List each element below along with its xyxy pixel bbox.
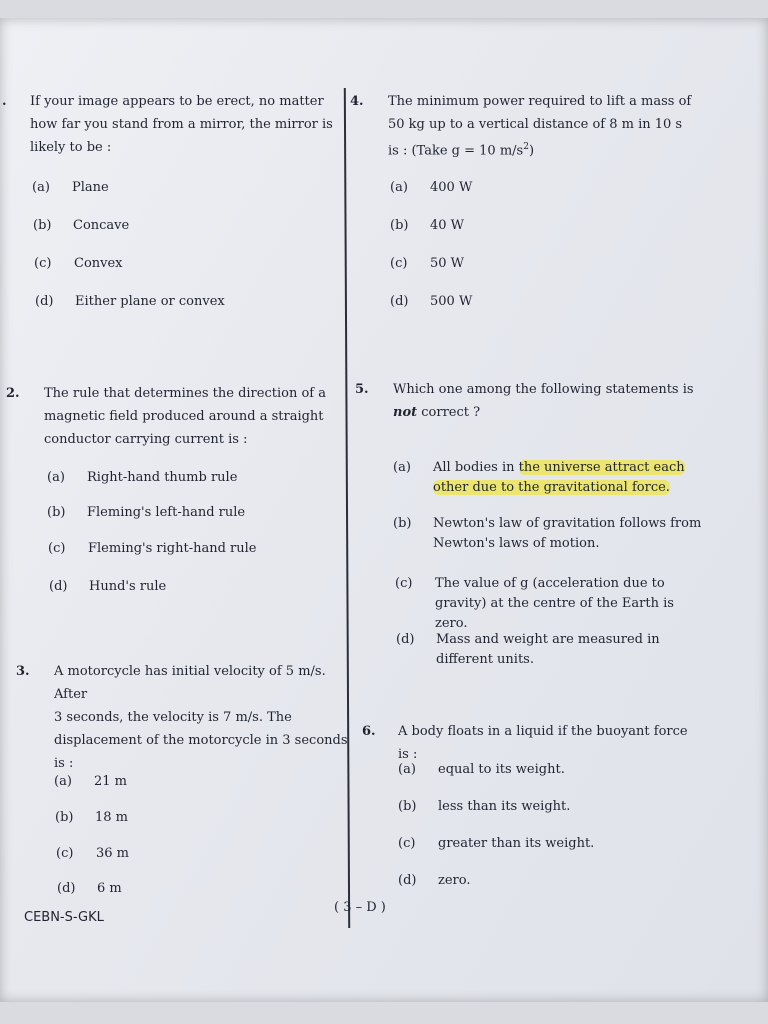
option-label: (a) (47, 470, 65, 485)
option-text: 400 W (430, 180, 473, 195)
option-a (398, 760, 565, 780)
question-text-line: how far you stand from a mirror, the mirror is (30, 117, 333, 132)
option-a (32, 178, 109, 198)
option-c (398, 834, 594, 854)
option-c (390, 254, 464, 274)
option-text (436, 630, 706, 670)
option-text: 500 W (430, 294, 473, 309)
option-d (57, 879, 122, 899)
option-text-part: Mass and weight are measured in (436, 632, 660, 647)
option-text (435, 574, 705, 634)
option-text: Either plane or convex (75, 294, 225, 309)
question-text-part: ) (528, 143, 535, 159)
option-label: (d) (390, 294, 409, 309)
option-text-part: gravity) at the centre of the Earth is zero. (435, 596, 674, 631)
option-b (393, 514, 703, 554)
question-2 (6, 382, 346, 451)
option-c (34, 254, 123, 274)
question-number: 3. (16, 664, 30, 679)
option-text: less than its weight. (438, 799, 571, 814)
question-text-line: A body floats in a liquid if the buoyant force is : (398, 724, 688, 762)
option-label: (a) (393, 460, 411, 475)
option-b (398, 797, 570, 817)
option-text: Plane (72, 180, 109, 195)
option-text: Hund's rule (89, 579, 167, 594)
option-label: (b) (398, 799, 417, 814)
option-a (47, 468, 237, 488)
question-text-line: likely to be : (30, 140, 112, 155)
option-label: (b) (33, 218, 52, 233)
option-text: 18 m (95, 810, 129, 825)
option-text: 36 m (96, 846, 130, 861)
superscript: 2 (523, 142, 529, 152)
question-text-line: 50 kg up to a vertical distance of 8 m in 10 s (388, 117, 683, 132)
option-a (54, 772, 127, 792)
question-text-line: If your image appears to be erect, no matter (30, 94, 324, 109)
question-text-line: The rule that determines the direction of a (44, 386, 326, 401)
option-text: Fleming's right-hand rule (88, 541, 257, 556)
option-a (390, 178, 472, 198)
question-number: 2. (6, 386, 20, 401)
option-label: (a) (398, 762, 416, 777)
option-label: (a) (54, 774, 72, 789)
question-text-line: The minimum power required to lift a mass of (388, 94, 692, 109)
option-text: 6 m (97, 881, 122, 896)
option-label: (c) (56, 846, 74, 861)
highlighted-text: other due to the gravitational force. (433, 480, 670, 495)
option-b (33, 216, 129, 236)
option-label: (c) (390, 256, 408, 271)
option-text: greater than its weight. (438, 836, 595, 851)
option-c (395, 574, 705, 634)
option-a (393, 458, 703, 498)
option-label: (c) (48, 541, 66, 556)
option-label: (a) (390, 180, 408, 195)
question-number: . (2, 94, 7, 109)
option-text: Concave (73, 218, 130, 233)
option-text-part: Newton's law of gravitation follows from (433, 516, 702, 531)
option-label: (d) (35, 294, 54, 309)
option-d (390, 292, 472, 312)
option-label: (d) (57, 881, 76, 896)
option-label: (d) (396, 632, 415, 647)
option-d (49, 577, 166, 597)
option-label: (b) (47, 505, 66, 520)
option-label: (c) (398, 836, 416, 851)
option-text: Convex (74, 256, 123, 271)
question-text-line: Which one among the following statements is (393, 382, 694, 397)
option-text (433, 514, 703, 554)
option-text (433, 458, 703, 498)
option-label: (b) (393, 516, 412, 531)
option-label: (a) (32, 180, 50, 195)
question-text-line: magnetic field produced around a straight (44, 409, 324, 424)
question-1 (2, 90, 342, 159)
question-number: 5. (355, 382, 369, 397)
question-text-part: is : (Take g = 10 m/s (388, 143, 524, 159)
question-4 (350, 90, 698, 162)
question-text-line: 3 seconds, the velocity is 7 m/s. The (54, 710, 292, 725)
option-label: (c) (34, 256, 52, 271)
exam-page (0, 18, 768, 1002)
question-text-line: displacement of the motorcycle in 3 seconds (54, 733, 348, 748)
option-c (48, 539, 257, 559)
question-3 (16, 660, 352, 775)
question-text-line: is : (54, 756, 74, 771)
question-text-line (388, 136, 698, 162)
option-text: 40 W (430, 218, 465, 233)
question-text-part: correct ? (417, 405, 481, 420)
option-text-part: different units. (436, 652, 534, 667)
option-d (396, 630, 706, 670)
option-text-part: Newton's laws of motion. (433, 536, 600, 551)
question-text-line: conductor carrying current is : (44, 432, 248, 447)
question-5 (355, 378, 695, 424)
option-c (56, 844, 129, 864)
paper-code: CEBN-S-GKL (24, 910, 104, 925)
option-text: Fleming's left-hand rule (87, 505, 246, 520)
option-text: 21 m (94, 774, 128, 789)
question-number: 6. (362, 724, 376, 739)
option-text-part: All bodies in (433, 460, 519, 475)
page-number: ( 3 – D ) (334, 900, 386, 915)
option-label: (d) (398, 873, 417, 888)
emphasis-not: not (393, 405, 418, 420)
question-number: 4. (350, 94, 364, 109)
option-text: equal to its weight. (438, 762, 565, 777)
option-text: zero. (438, 873, 471, 888)
option-label: (c) (395, 576, 413, 591)
highlighted-text: the universe attract each (518, 460, 685, 475)
question-text-line (393, 401, 695, 424)
question-text-line: A motorcycle has initial velocity of 5 m/s. After (54, 664, 326, 702)
option-b (55, 808, 128, 828)
option-b (390, 216, 464, 236)
option-d (35, 292, 225, 312)
option-label: (b) (55, 810, 74, 825)
option-label: (b) (390, 218, 409, 233)
column-divider (344, 88, 350, 928)
option-text-part: The value of g (acceleration due to (435, 576, 665, 591)
option-b (47, 503, 245, 523)
option-text: 50 W (430, 256, 465, 271)
option-d (398, 871, 471, 891)
option-text: Right-hand thumb rule (87, 470, 238, 485)
option-label: (d) (49, 579, 68, 594)
